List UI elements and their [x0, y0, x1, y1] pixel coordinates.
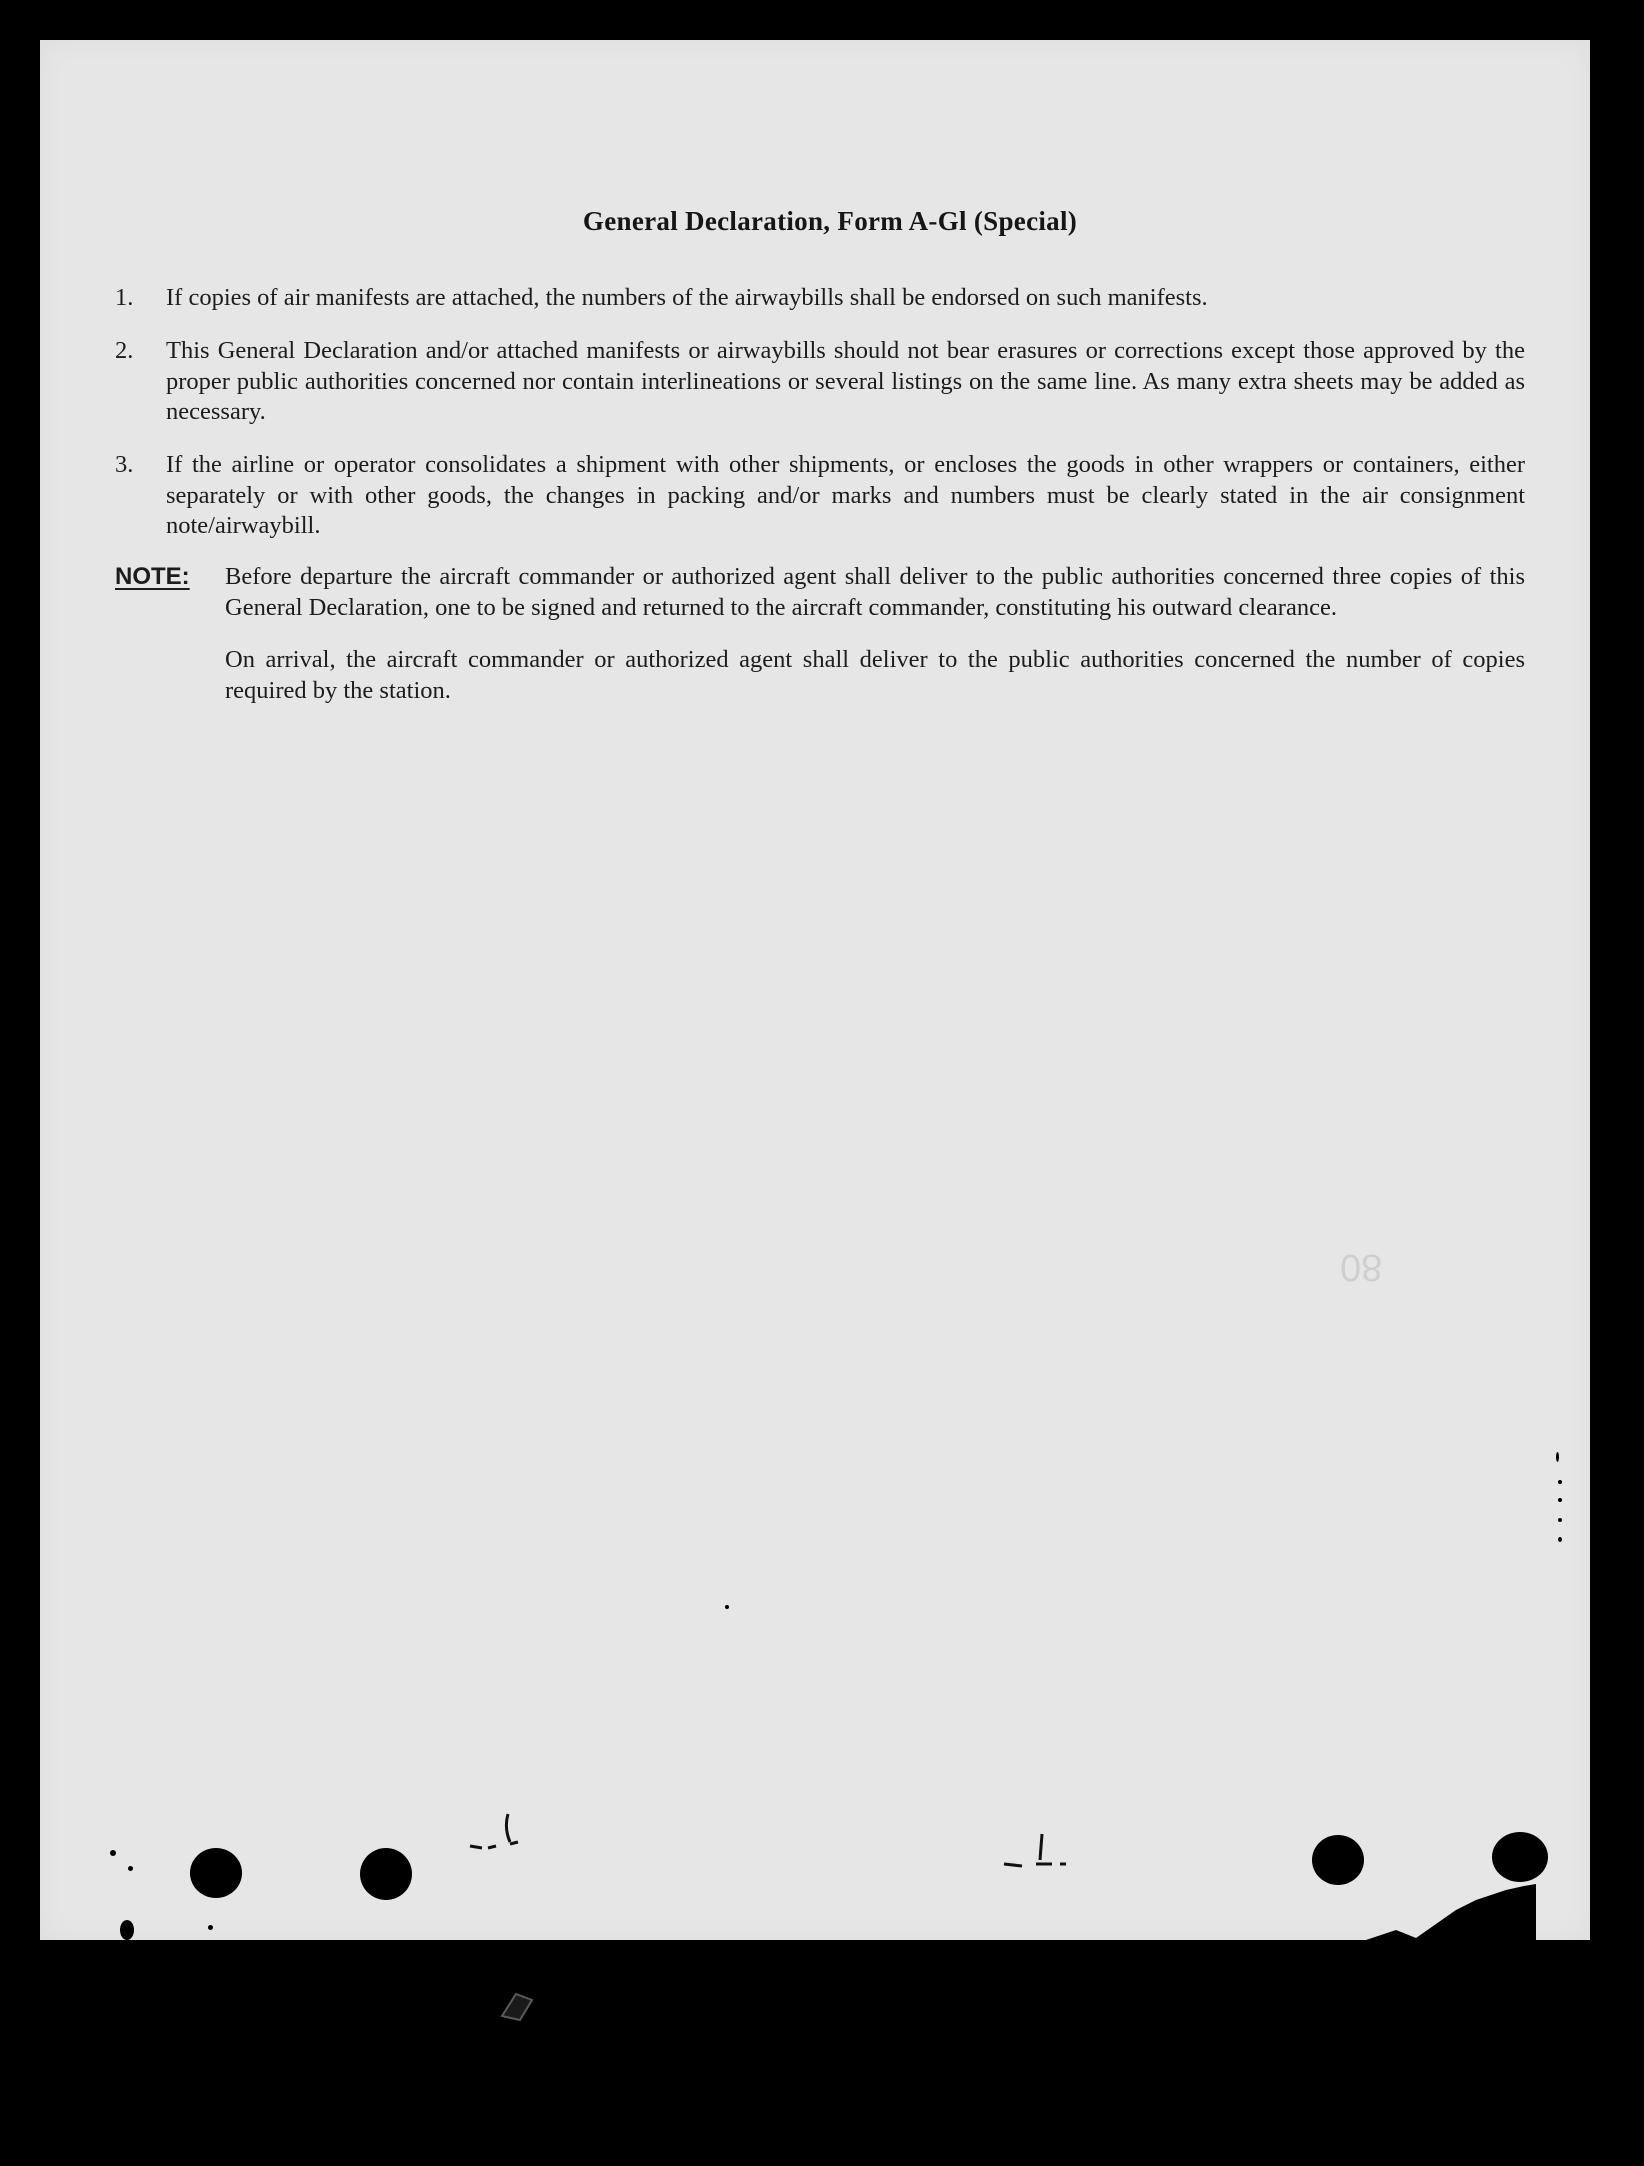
- scan-speck: [1558, 1480, 1562, 1484]
- punch-hole: [190, 1848, 242, 1898]
- scan-speck: [725, 1605, 729, 1609]
- punch-hole: [1492, 1832, 1548, 1882]
- faint-page-mark: 80: [1340, 1246, 1383, 1288]
- scan-speck: [110, 1850, 116, 1856]
- list-item: [115, 283, 1565, 314]
- document-page: [40, 40, 1590, 1940]
- binding-marks: [460, 1808, 610, 1878]
- item-number: 2.: [115, 337, 134, 364]
- note-paragraph-2: On arrival, the aircraft commander or authorized agent shall deliver to the public authorities concerned the number of copies required by the station.: [225, 646, 1525, 704]
- scan-speck: [1558, 1537, 1562, 1542]
- note-section: [115, 562, 1565, 706]
- scan-speck: [128, 1866, 133, 1871]
- scan-speck: [1556, 1452, 1559, 1462]
- punch-hole: [360, 1848, 412, 1900]
- scan-speck: [208, 1892, 212, 1896]
- note-paragraph-1: Before departure the aircraft commander or authorized agent shall deliver to the public authorities concerned three copies of this General Declaration, one to be signed and returned to the aircraft commander, constituting his outward clearance.: [225, 563, 1525, 621]
- scan-speck: [1558, 1518, 1562, 1522]
- torn-corner: [1356, 1880, 1536, 1980]
- list-item: [115, 336, 1565, 428]
- item-number: 3.: [115, 451, 134, 478]
- list-item: [115, 450, 1565, 542]
- item-number: 1.: [115, 284, 134, 311]
- stray-fragment: [498, 1988, 538, 2024]
- scan-speck: [1558, 1498, 1562, 1502]
- note-label: NOTE:: [115, 563, 190, 590]
- item-text: If copies of air manifests are attached, the numbers of the airwaybills shall be endorsed on such manifests.: [166, 284, 1208, 311]
- scan-speck: [208, 1925, 213, 1930]
- punch-hole: [1312, 1835, 1364, 1885]
- scan-speck: [120, 1920, 134, 1940]
- item-text: This General Declaration and/or attached manifests or airwaybills should not bear erasures or corrections except those approved by the proper public authorities concerned nor contain interlineations or several listings on the same line. As many extra sheets may be added as necessary.: [166, 337, 1525, 425]
- item-text: If the airline or operator consolidates a shipment with other shipments, or encloses the goods in other wrappers or containers, either separately or with other goods, the changes in packing and/or marks and numbers must be clearly stated in the air consignment note/airwaybill.: [166, 451, 1525, 539]
- document-title: General Declaration, Form A-Gl (Special): [582, 206, 1078, 236]
- binding-marks: [1000, 1830, 1120, 1880]
